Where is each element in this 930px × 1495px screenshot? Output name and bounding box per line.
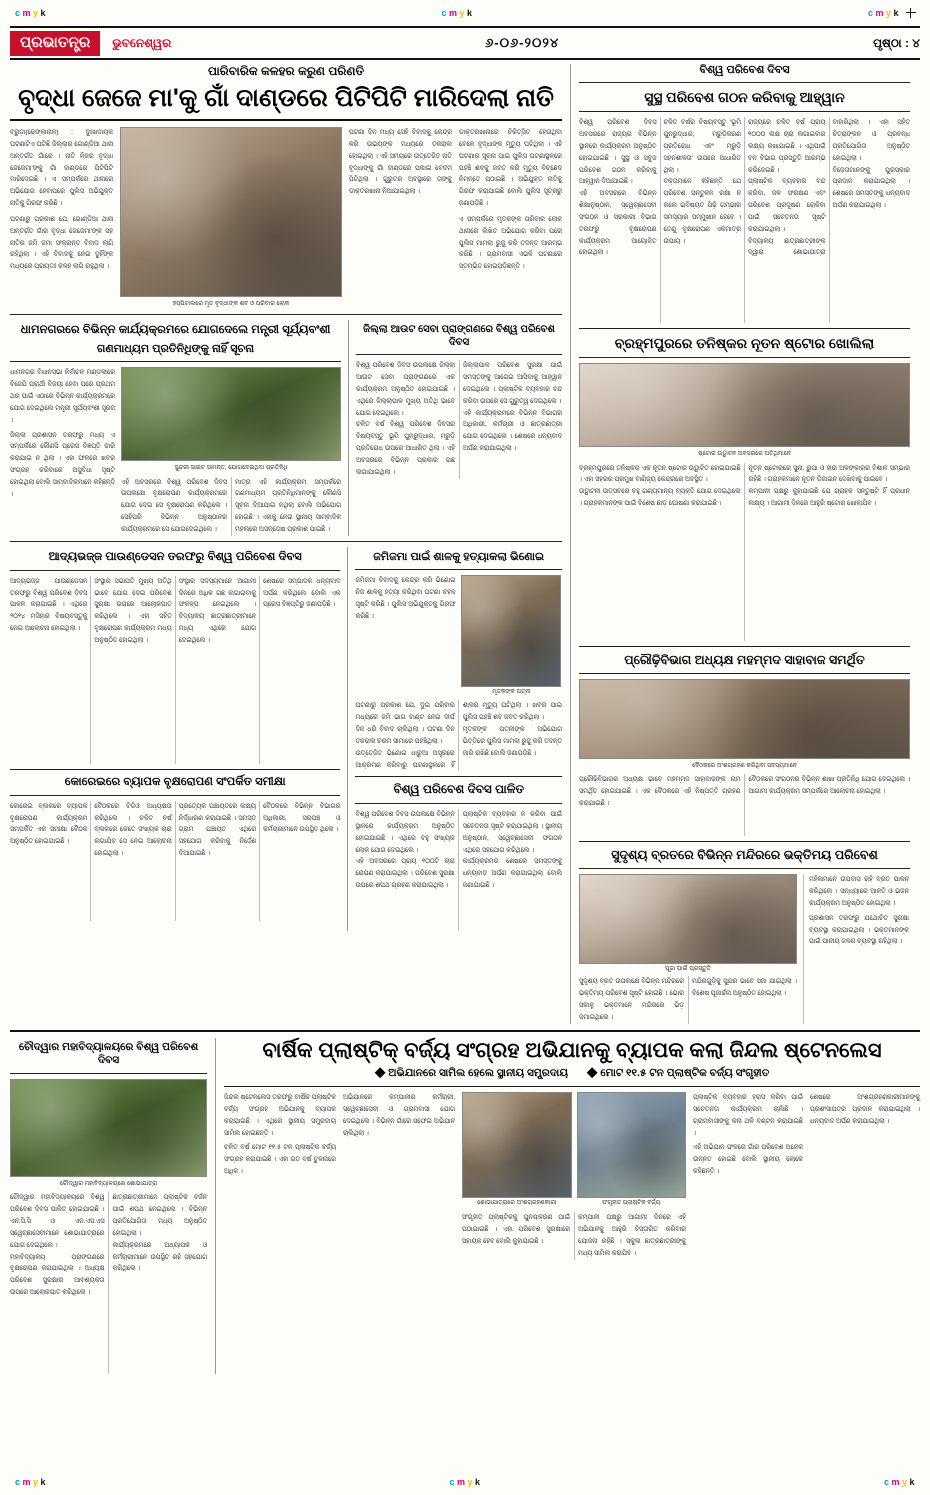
masthead-city: ଭୁବନେଶ୍ୱର (112, 35, 172, 50)
story-text-columns (355, 809, 562, 931)
story-paragraph: ଶେଷରେ ସମ୍ପାଦକ ଧନ୍ୟବାଦ ଅର୍ପଣ କରିଥିଲେ ବୋଲି ଏକ ପ୍ରେସ ବିଜ୍ଞପ୍ତିରୁ ଜଣାପଡ଼ିଛି । (263, 577, 341, 609)
story-headline: ଜିଲ୍ଲା ଆଉଟ ସେବା ପ୍ରାଙ୍ଗଣରେ ବିଶ୍ୱ ପରିବେଶ ଦିବସ (363, 324, 555, 349)
cmyk-letter-y: y (459, 8, 466, 18)
story-photo (10, 1079, 207, 1177)
cmyk-mark-left (14, 8, 47, 18)
story-paragraph: ପ୍ଲାଷ୍ଟିକ ବ୍ୟବହାର ବନ୍ଦ କରିବା, ଜଳ ସଂରକ୍ଷଣ ଏବଂ ପରିବେଶ ପ୍ରଦୂଷଣ ରୋକିବା ପାଇଁ ସଚେତନତା ସୃଷ୍ଟି କରାଯାଇଥିଲା । (748, 178, 826, 233)
story-paragraph: ମୃତକଙ୍କ ପତ୍ନୀଙ୍କ ଅଭିଯୋଗ ଭିତ୍ତିରେ ପୁଲିସ ମାମଲା ରୁଜୁ କରି ତଦନ୍ତ ଜାରି ରଖିଛି ବୋଲି ଜଣାପଡ଼ିଛି । (462, 726, 562, 757)
right-text-columns (579, 117, 910, 323)
story-dhamnagar (10, 320, 341, 536)
lead-col-1 (10, 127, 113, 309)
story-headline: ଆଦ୍ୟଭଜ୍ଜ ପାଉଣ୍ଡେସନ ତରଫରୁ ବିଶ୍ୱ ପରିବେଶ ଦିବସ (48, 550, 302, 563)
story-paragraph: ପ୍ରତ୍ୟେକ ପଞ୍ଚାୟତରେ ଲକ୍ଷ୍ୟ ନିର୍ଦ୍ଧାରଣ କରାଯାଇଛି । ସମସ୍ତ ଗ୍ରାମ ପଞ୍ଚାୟତ ଏଥିରେ ସହଯୋଗ କରିବାକୁ ନିର୍ଦ୍ଦେଶ ଦିଆଯାଇଛି । (178, 802, 257, 858)
divider (10, 541, 562, 542)
lead-paragraph: ବରୁଡ଼ା(ଢେଙ୍କାନାଳ) : ଦୁଃଖଦାୟକ ଘଟଣାଟିଏ ଘଟିଛି ଜିଲ୍ଲାର ଗୋଣ୍ଡିଆ ଥାନା ଅନ୍ତର୍ଗତ ଗାଁରେ । ନାତି ନିଜର ବୃଦ୍ଧା ଜେଜେମା'ଙ୍କୁ ଗାଁ ଦାଣ୍ଡରେ ପିଟିପିଟି ମାରିଦେଇଛି । ଏ ସମ୍ପର୍କରେ ଥାନାରେ ଅଭିଯୋଗ ହେବାପରେ ପୁଲିସ ଅଭିଯୁକ୍ତ ନାତିକୁ ଗିରଫ କରିଛି । (10, 129, 114, 208)
story-paragraph: ଏହି ଅବସରରେ ପ୍ରାୟ ୧୦୦ଟି ଚାରା ରୋପଣ କରାଯାଇଥିଲା । ପରିବେଶ ସୁରକ୍ଷା ଉପରେ ଶପଥ ଗ୍ରହଣ କରାଯାଇଥିଲା । (355, 858, 455, 890)
story-paragraph: ଉଦ୍ଘାଟନୀ ଉତ୍ସବରେ ବହୁ ଗଣ୍ୟମାନ୍ୟ ବ୍ୟକ୍ତି ଯୋଗ ଦେଇଥିଲେ । ଗ୍ରାହକମାନଙ୍କ ପାଇଁ ବିଶେଷ ଛାଡ଼ ଘୋଷଣା କରାଯାଇଛି । (579, 488, 741, 508)
page-content (10, 64, 920, 1469)
story-paragraph: ମନ୍ଦିରଗୁଡ଼ିକୁ ସୁନ୍ଦର ଭାବେ ସଜା ଯାଇଥିଲା । ବିଶେଷ ପୂଜାର୍ଚ୍ଚନା ଅନୁଷ୍ଠିତ ହୋଇଥିଲା । (692, 978, 797, 998)
cmyk-letter-c: c (15, 8, 21, 18)
story-paragraph: ରାଜ୍ୟରେ ଚଳିତ ବର୍ଷ ପ୍ରାୟ ୧୦୦୦ ଲକ୍ଷ ଚାରା ଲଗାଇବାର ଲକ୍ଷ୍ୟ ରଖାଯାଇଛି । ଏଥିପାଇଁ ବନ ବିଭାଗ ପ୍ରସ୍ତୁତି ଆରମ୍ଭ କରିଦେଇଛି । (748, 119, 826, 174)
story-photo (579, 363, 910, 447)
banner-col-2 (343, 1092, 455, 1260)
banner-col-5 (693, 1092, 803, 1260)
cmyk-letter-y: y (901, 1477, 908, 1487)
banner-photo-block (462, 1092, 686, 1260)
cmyk-mark-right (867, 8, 900, 18)
print-marks-top (0, 2, 930, 24)
cmyk-letter-c: c (15, 1477, 21, 1487)
story-paragraph: ଏହି ଅବସରରେ ବିଶ୍ୱ ପରିବେଶ ଦିବସ ଉପଲକ୍ଷେ ବୃକ୍ଷରୋପଣ କାର୍ଯ୍ୟକ୍ରମରେ ଯୋଗ ଦେଇ ସେ ବୃକ୍ଷରୋପଣ କରିଥିଲେ । ସେହିପରି ବିଭିନ୍ନ ଅନୁଷ୍ଠାନର କାର୍ଯ୍ୟକ୍ରମରେ ସେ ଯୋଗଦେଇଥିଲେ । (121, 478, 227, 533)
masthead (10, 26, 920, 60)
left-section (10, 64, 570, 1024)
cmyk-mark-right-group (867, 8, 916, 18)
cmyk-letter-y: y (467, 1477, 474, 1487)
story-paragraph: ଛାତ୍ରଛାତ୍ରୀମାନେ ପ୍ଲାଷ୍ଟିକ ବର୍ଜନ ପାଇଁ ଶପଥ ନେଇଥିଲେ । ବିଭିନ୍ନ ପ୍ରତିଯୋଗିତା ମଧ୍ୟ ଅନୁଷ୍ଠିତ ହୋଇଥିଲା । (112, 1194, 207, 1237)
bottom-section (10, 1038, 920, 1374)
story-paragraph: ସଂଗୃହୀତ ପ୍ଲାଷ୍ଟିକକୁ ପୁନଶ୍ଚକ୍ରଣ ପାଇଁ ପଠାଯାଇଛି । ଏହା ପରିବେଶ ସୁରକ୍ଷାରେ ସହାୟକ ହେବ ବୋଲି କୁହାଯାଇଛି । (462, 1214, 570, 1245)
cmyk-letter-m: m (448, 8, 458, 18)
banner-photos (462, 1092, 686, 1208)
story-photo (461, 575, 561, 687)
story-paragraph: କାର୍ଯ୍ୟକ୍ରମରେ ଅଧ୍ୟାପକ ଓ କର୍ମଚାରୀମାନେ ଉପସ୍ଥିତ ରହି ସହଯୋଗ କରିଥିଲେ । (112, 1241, 207, 1273)
divider (356, 354, 562, 355)
story-body-row (579, 874, 910, 1024)
banner-photo-right-block (577, 1092, 687, 1208)
story-paragraph: ବକ୍ତାମାନେ କହିଛନ୍ତି ଯେ ପରିବେଶ ସନ୍ତୁଳନ ରକ୍ଷା ନ କଲେ ଭବିଷ୍ୟତ ପିଢ଼ି ଗମ୍ଭୀର ସମସ୍ୟାର ସମ୍ମୁଖୀନ ହେବେ । ତେଣୁ ବୃକ୍ଷରୋପଣ ଏକମାତ୍ର ଉପାୟ । (663, 178, 741, 245)
divider (10, 1030, 920, 1032)
story-paragraph: ଏହି ଅବସରରେ ବିଭିନ୍ନ ଶିକ୍ଷାନୁଷ୍ଠାନ, ସ୍ୱେଚ୍ଛାସେବୀ ସଂଗଠନ ଓ ସରକାରୀ ବିଭାଗ ତରଫରୁ ବୃକ୍ଷରୋପଣ କାର୍ଯ୍ୟକ୍ରମ ଆୟୋଜିତ ହୋଇଥିଲା । (579, 190, 657, 257)
masthead-date: ୬-୦୬-୨୦୨୪ (485, 35, 560, 50)
story-paragraph: ସଂସ୍ଥାର ସଭାପତି ମୁଖ୍ୟ ଅତିଥି ଭାବେ ଯୋଗ ଦେଇ ପରିବେଶ ସୁରକ୍ଷା ଉପରେ ଆଲୋକପାତ କରିଥିଲେ । ଏହା ସହିତ ବୃକ୍ଷରୋପଣ କାର୍ଯ୍ୟକ୍ରମ ମଧ୍ୟ ଅନୁଷ୍ଠିତ ହୋଇଥିଲା । (94, 577, 172, 644)
divider (579, 357, 910, 358)
story-photo (579, 679, 910, 759)
story-text-columns (10, 1192, 207, 1374)
story-paragraph: ଶେଷରେ ଅଂଶଗ୍ରହଣକାରୀମାନଙ୍କୁ ପ୍ରଶଂସାପତ୍ର ପ୍ରଦାନ କରାଯାଇଥିଲା । ଧନ୍ୟବାଦ ଅର୍ପଣ କରାଯାଇଥିଲା । (810, 1094, 920, 1125)
divider (224, 1086, 920, 1087)
story-paragraph: ବିଦ୍ୟାଳୟ ଛାତ୍ରଛାତ୍ରୀଙ୍କ ଦ୍ୱାରା ଶୋଭାଯାତ୍ରା ବାହାରିଥିଲା । ଏହା ସହିତ ଚିତ୍ରାଙ୍କନ ଓ ପ୍ରବନ୍ଧ ପ୍ରତିଯୋଗିତା ଅନୁଷ୍ଠିତ ହୋଇଥିଲା । (748, 119, 910, 257)
lead-col-4 (459, 127, 562, 309)
cmyk-letter-k: k (909, 1477, 915, 1487)
story-paragraph: ଉତ୍ତେଜିତ ଭିଣୋଇ ଧାରୁଆ ଅସ୍ତ୍ରରେ ଆକ୍ରମଣ କରିବାରୁ ଘଟଣାସ୍ଥଳରେ ହିଁ ଶାଳର ମୃତ୍ୟୁ ଘଟିଥିଲା । ଖବର ପାଇ ପୁଲିସ ପହଞ୍ଚି ଶବ ଜବତ କରିଥିଲା । (355, 702, 562, 769)
story-paragraph: କମ୍ପାନୀ ପକ୍ଷରୁ କୁହାଯାଇଛି ଯେ ଗ୍ରାହକ ସନ୍ତୁଷ୍ଟି ହିଁ ପ୍ରଧାନ ଲକ୍ଷ୍ୟ । ଆଗାମୀ ଦିନରେ ଆହୁରି ଷ୍ଟୋର ଖୋଲାଯିବ । (748, 488, 910, 508)
story-paragraph: ଜିନ୍ଦଲ ଷ୍ଟେନଲେସ ତରଫରୁ ବାର୍ଷିକ ପ୍ଲାଷ୍ଟିକ ବର୍ଜ୍ୟ ସଂଗ୍ରହ ଅଭିଯାନକୁ ବ୍ୟାପକ କରାଯାଇଛି । ଏଥିରେ ସ୍ଥାନୀୟ ସମ୍ପ୍ରଦାୟ ସାମିଲ ହୋଇଛନ୍ତି । (224, 1094, 336, 1137)
cmyk-mark-right (883, 1477, 916, 1487)
story-headline: ବ୍ରହ୍ମପୁରରେ ତନିଷ୍କର ନୂତନ ଷ୍ଟୋର ଖୋଲିଲା (614, 335, 875, 352)
lead-col-3 (349, 127, 452, 309)
lead-kicker: ପାରିବାରିକ କଳହର କରୁଣ ପରିଣତି (207, 64, 365, 78)
lead-paragraph: ଘଟଣାରୁ ପ୍ରକାଶ ଯେ, ଗୋଣ୍ଡିଆ ଥାନା ଅନ୍ତର୍ଗତ ଗାଁର ବୃଦ୍ଧା ଜେଜେମା'ଙ୍କ ସହ ନାତିର ଜମି ଜମା ସଂକ୍ରାନ୍ତ ବିବାଦ ଲାଗି ରହିଥିଲା । ଏହି ବିବାଦକୁ ନେଇ ଦୁହିଁଙ୍କ ମଧ୍ୟରେ ପ୍ରାୟତଃ କଳହ ଲାଗି ରହୁଥିଲା । (10, 215, 114, 271)
story-text-columns (579, 774, 910, 836)
banner-headline: ବାର୍ଷିକ ପ୍ଲାଷ୍ଟିକ୍ ବର୍ଜ୍ୟ ସଂଗ୍ରହ ଅଭିଯାନକୁ ବ୍ୟାପକ କଲା ଜିନ୍ଦଲ ଷ୍ଟେନଲେସ (262, 1038, 882, 1062)
cmyk-letter-m: m (891, 1477, 900, 1487)
divider (10, 769, 340, 770)
story-paragraph: ଏହି କାର୍ଯ୍ୟକ୍ରମରେ ବିଭିନ୍ନ ବିଭାଗର ଅଧିକାରୀ, କର୍ମଚାରୀ ଓ ଛାତ୍ରଛାତ୍ରୀ ଯୋଗ ଦେଇଥିଲେ । ଶେଷରେ ଧନ୍ୟବାଦ ଅର୍ପଣ କରାଯାଇଥିଲା । (463, 409, 562, 453)
story-paragraph: ବିଜେତାମାନଙ୍କୁ ପୁରସ୍କାର ପ୍ରଦାନ କରାଯାଇଥିଲା । ଶେଷରେ ସମସ୍ତଙ୍କୁ ଧନ୍ୟବାଦ ଅର୍ପଣ କରାଯାଇଥିଲା । (832, 166, 910, 210)
cmyk-letter-k: k (475, 1477, 481, 1487)
mid-stories-row (10, 320, 562, 536)
cmyk-letter-y: y (33, 8, 39, 18)
story-headline: ଜମିଜମା ପାଇଁ ଶାଳକୁ ହତ୍ୟାକଲା ଭିଣୋଇ (373, 550, 545, 563)
banner-photo-left-block (462, 1092, 572, 1208)
story-paragraph: ଚୌଦ୍ୱାର ମହାବିଦ୍ୟାଳୟରେ ବିଶ୍ୱ ପରିବେଶ ଦିବସ ପାଳିତ ହୋଇଯାଇଛି । ଏନ.ସି.ସି ଓ ଏନ.ଏସ.ଏସ ସ୍ୱେଚ୍ଛାସେବୀମାନେ ଶୋଭାଯାତ୍ରାରେ ଯୋଗ ଦେଇଥିଲେ । (10, 1194, 105, 1249)
story-paragraph: ପ୍ଲାଷ୍ଟିକ ବ୍ୟବହାର ନ କରିବା ପାଇଁ ସଚେତନତା ସୃଷ୍ଟି କରାଯାଇଥିଲା । ସ୍ଥାନୀୟ ଅନୁଷ୍ଠାନ, ସ୍ୱେଚ୍ଛାସେବୀ ସଂଗଠନ ଏଥିରେ ସହଯୋଗ କରିଥିଲେ । (462, 810, 562, 854)
divider (355, 776, 562, 777)
story-paragraph: ଘଟଣାରୁ ପ୍ରକାଶ ଯେ, ଦୁଇ ପରିବାର ମଧ୍ୟରେ ଜମି ଭାଗ ବାଣ୍ଟ ନେଇ ଦୀର୍ଘ ଦିନ ଧରି ବିବାଦ ଚାଲିଥିଲା । ଘଟଣା ଦିନ ତକରାଲ ଚରମ ସୀମାରେ ପହଞ୍ଚିଥିଲା । (355, 702, 455, 745)
divider (579, 328, 910, 329)
cmyk-letter-c: c (867, 8, 874, 18)
story-paragraph: ସୁଦୃଶ୍ୟ ବ୍ରତ ଉପଲକ୍ଷେ ବିଭିନ୍ନ ମନ୍ଦିରରେ ଭକ୍ତିମୟ ପରିବେଶ ସୃଷ୍ଟି ହୋଇଛି । ଭୋର ସକାଳୁ ଭକ୍ତମାନେ ମନ୍ଦିରରେ ଭିଡ଼ ଜମାଇଥିଲେ । (579, 978, 684, 1021)
lead-headline: ବୃଦ୍ଧା ଜେଜେ ମା'କୁ ଗାଁ ଦାଣ୍ଡରେ ପିଟିପିଟି ମାରିଦେଲା ନାତି (18, 84, 554, 112)
banner-bullets (224, 1067, 920, 1080)
story-paragraph: ବୈଠକରେ ବିଡିଓ ଅଧ୍ୟକ୍ଷତା କରିଥିଲେ । ଚଳିତ ବର୍ଷ ବ୍ଲକରେ କେତେ ସଂଖ୍ୟକ ଚାରା ଲଗାଯିବ ସେ ନେଇ ଆଲୋଚନା ହୋଇଥିଲା । (94, 802, 172, 858)
story-photo-block (461, 575, 561, 697)
story-paragraph: ବୈଠକରେ ବିଭିନ୍ନ ବିଭାଗର ଅଧିକାରୀ, ସରପଞ୍ଚ ଓ କର୍ମଚାରୀମାନେ ଉପସ୍ଥିତ ଥିଲେ । (263, 802, 341, 834)
story-choudwar (10, 1038, 207, 1374)
story-text-columns (579, 976, 797, 1023)
divider (10, 1073, 207, 1074)
story-body-row (10, 367, 341, 535)
story-body-row (355, 575, 562, 697)
story-jilla (348, 320, 562, 536)
divider (10, 119, 562, 121)
story-photo-caption: ଷ୍ଟୋର ଉଦ୍ଘାଟନ ଅବସରରେ ଅତିଥିମାନେ (698, 451, 791, 458)
story-paragraph: ବିଶ୍ୱ ପରିବେଶ ଦିବସ ଉପଲକ୍ଷେ ଜିଲ୍ଲା ଆଉଟ ସେବା ପ୍ରାଙ୍ଗଣରେ ଏକ କାର୍ଯ୍ୟକ୍ରମ ଅନୁଷ୍ଠିତ ହୋଇଯାଇଛି । ଏଥିରେ ଜିଲ୍ଲାପାଳ ମୁଖ୍ୟ ଅତିଥି ଭାବେ ଯୋଗ ଦେଇଥିଲେ । (356, 362, 455, 417)
cmyk-letter-c: c (883, 1477, 890, 1487)
top-section (10, 64, 920, 1024)
story-photo-caption: ସୁନ୍ଦରୀ ସାଇଟ ସାମନ୍ତ, ଯୋଗଦେଇଥିବା ପ୍ରତିନିଧି (174, 465, 288, 472)
lead-body-row (10, 127, 562, 309)
cmyk-letter-m: m (456, 1477, 466, 1487)
cmyk-mark-left (14, 1477, 47, 1487)
cmyk-letter-c: c (449, 1477, 455, 1487)
story-paragraph: ନୂତନ ଷ୍ଟୋରରେ ସୁନା, ରୁପା ଓ ହୀରା ଅଳଙ୍କାରର ବିଶାଳ ସମ୍ଭାର ରହିଛି । ଗ୍ରାହକମାନେ ନୂତନ ଡିଜାଇନ ଦେଖିବାକୁ ପାଇବେ । (748, 464, 910, 484)
story-paragraph: ପ୍ରୌଢ଼ିବିଭାଗର ଅଧ୍ୟକ୍ଷ ଭାବେ ମହମ୍ମଦ ସାହାବାଜଙ୍କ ନାମ ସମର୍ଥିତ ହୋଇଯାଇଛି । ଏକ ବୈଠକରେ ଏହି ନିଷ୍ପତ୍ତି ଗ୍ରହଣ କରାଯାଇଛି । (579, 776, 741, 807)
story-paragraph: ଧାମନଗର ବିଧାନସଭା ନିର୍ବାଚନ ମଣ୍ଡଳୀରେ ବିଜେପି ପ୍ରାର୍ଥୀ ବିଜୟୀ ହେବା ପରେ ପ୍ରଥମ ଥର ପାଇଁ ଏଠାରେ ବିଭିନ୍ନ କାର୍ଯ୍ୟକ୍ରମରେ ଯୋଗ ଦେଇଥିଲେ ମନ୍ତ୍ରୀ ସୂର୍ଯ୍ୟବଂଶୀ ସୂରଜ । (10, 369, 115, 424)
story-paragraph: ବୈଠକରେ ସଂଗଠନର ବିଭିନ୍ନ ଶାଖା ପ୍ରତିନିଧି ଯୋଗ ଦେଇଥିଲେ । ଆଗାମୀ କାର୍ଯ୍ୟକ୍ରମ ସମ୍ପର୍କରେ ଆଲୋଚନା ହୋଇଥିଲା । (748, 776, 910, 795)
story-paragraph: ମହାବିଦ୍ୟାଳୟ ପ୍ରାଙ୍ଗଣରେ ବୃକ୍ଷରୋପଣ କରାଯାଇଥିଲା । ଅଧ୍ୟକ୍ଷ ପରିବେଶ ସୁରକ୍ଷାର ଆବଶ୍ୟକତା ଉପରେ ଆଲୋକପାତ କରିଥିଲେ । (10, 1253, 105, 1297)
cmyk-mark-center (448, 1477, 481, 1487)
story-paragraph: ଜମିଜମା ବିବାଦକୁ କେନ୍ଦ୍ର କରି ଭିଣୋଇ ନିଜ ଶାଳକୁ ହତ୍ୟା କରିଥିବା ଘଟଣା ଚହଳ ସୃଷ୍ଟି କରିଛି । ପୁଲିସ ଅଭିଯୁକ୍ତକୁ ଗିରଫ କରିଛି । (355, 577, 456, 620)
lead-paragraph: ଘଟଣା ଦିନ ମଧ୍ୟ ସେହି ବିବାଦକୁ କେନ୍ଦ୍ର କରି ଉଭୟଙ୍କ ମଧ୍ୟରେ ତକରାଲ ହୋଇଥିଲା । ଏହି ସମୟରେ ଉତ୍ତେଜିତ ନାତି ବୃଦ୍ଧାଙ୍କୁ ଗାଁ ଦାଣ୍ଡରେ ପକାଇ ବେଦମ ପିଟିଥିଲା । ଗୁରୁତର ଅବସ୍ଥାରେ ତାଙ୍କୁ ଡାକ୍ତରଖାନା ନିଆଯାଇଥିଲା । (348, 129, 452, 196)
divider (579, 111, 910, 112)
cmyk-letter-y: y (885, 8, 892, 18)
banner-bullet: ◆ ଅଭିଯାନରେ ସାମିଲ ହେଲେ ସ୍ଥାନୀୟ ସମ୍ପ୍ରଦାୟ (374, 1067, 568, 1079)
banner-bullet: ◆ ମୋଟ ୧୧.୫ ଟନ ପ୍ଲାଷ୍ଟିକ ବର୍ଜ୍ୟ ସଂଗୃହୀତ (586, 1067, 770, 1079)
banner-photo-left (462, 1092, 572, 1198)
story-paragraph: ବ୍ରହ୍ମପୁରରେ ତନିଷ୍କର ଏକ ନୂତନ ଷ୍ଟୋର ଉଦ୍ଘାଟିତ ହୋଇଯାଇଛି । ଏହା ସହରର ପ୍ରମୁଖ ବାଣିଜ୍ୟ କେନ୍ଦ୍ରରେ ଅବସ୍ଥିତ । (579, 464, 741, 484)
lead-paragraph: ଡାକ୍ତରଖାନାରେ ଚିକିତ୍ସିତ ହେଉଥିବା ବେଳେ ବୃଦ୍ଧାଙ୍କ ମୃତ୍ୟୁ ଘଟିଥିଲା । ଏହି ଘଟଣାର ସୂଚନା ପାଇ ପୁଲିସ ଘଟଣାସ୍ଥଳରେ ପହଞ୍ଚି ଶବକୁ ଜବତ କରି ମୃତ୍ୟୁ ବିଚ୍ଛେଦ ନିମନ୍ତେ ପଠାଇଛି । ଅଭିଯୁକ୍ତ ନାତିକୁ ଗିରଫ କରାଯାଇଛି ବୋଲି ପୁଲିସ ସୂତ୍ରରୁ ଜଣାପଡ଼ିଛି । (458, 129, 563, 208)
story-photo (121, 367, 341, 461)
banner-photo-caption-right: ସଂଗୃହୀତ ପ୍ଲାଷ୍ଟିକ ବର୍ଜ୍ୟ (601, 1200, 661, 1206)
story-headline: ବିଶ୍ୱ ପରିବେଶ ଦିବସ ପାଳିତ (393, 782, 525, 797)
story-paragraph: ଅଭିଯାନରେ କମ୍ପାନୀର କର୍ମଚାରୀ, ସ୍ୱେଚ୍ଛାସେବୀ ଓ ଗ୍ରାମବାସୀ ଯୋଗ ଦେଇଥିଲେ । ବିଭିନ୍ନ ଗାଁରେ ସଫେଇ ଅଭିଯାନ ଚାଲିଥିଲା । (343, 1094, 455, 1137)
banner-photo-right (577, 1092, 687, 1198)
story-photo-block (121, 367, 341, 535)
cmyk-mark-center (440, 8, 473, 18)
story-paragraph: ବିଶ୍ୱ ପରିବେଶ ଦିବସ ଅବସରରେ ରାଜ୍ୟର ବିଭିନ୍ନ ସ୍ଥାନରେ କାର୍ଯ୍ୟକ୍ରମ ଅନୁଷ୍ଠିତ ହୋଇଯାଇଛି । ସୁସ୍ଥ ଓ ସବୁଜ ପରିବେଶ ଗଠନ କରିବାକୁ ଆହ୍ୱାନ ଦିଆଯାଇଛି । (579, 119, 657, 186)
story-subheadline: ଗଣମାଧ୍ୟମ ପ୍ରତିନିଧିଙ୍କୁ ନାହିଁ ସୂଚନା (96, 343, 255, 356)
lower-left-col (10, 547, 340, 931)
divider (579, 646, 910, 647)
story-paragraph: ଆଦ୍ୟଭଜ୍ଜ ପାଉଣ୍ଡେସନ ତରଫରୁ ବିଶ୍ୱ ପରିବେଶ ଦିବସ ପାଳନ କରାଯାଇଛି । ଏଥିରେ ୨୦୨୪ ମସିହାର ବିଷୟବସ୍ତୁକୁ ନେଇ ଆଲୋଚନା ହୋଇଥିଲା । (10, 577, 88, 633)
cmyk-letter-k: k (893, 8, 899, 18)
cmyk-letter-k: k (40, 8, 47, 18)
story-paragraph: ସଂସ୍ଥାର ସଦସ୍ୟମାନେ ଆଗାମୀ ଦିନରେ ଅଧିକ ଗଛ ଲଗାଇବାକୁ ସଂକଳ୍ପ ନେଇଥିଲେ । ବିଦ୍ୟାଳୟ ଛାତ୍ରଛାତ୍ରୀମାନେ ମଧ୍ୟ ଏଥିରେ ଯୋଗ ଦେଇଥିଲେ । (178, 577, 257, 644)
cmyk-letter-y: y (33, 1477, 39, 1487)
story-paragraph: ପ୍ଲାଷ୍ଟିକ ବ୍ୟବହାର ହ୍ରାସ କରିବା ପାଇଁ ସଚେତନତା କାର୍ଯ୍ୟକ୍ରମ ଚାଲିଛି । ଗ୍ରାମବାସୀଙ୍କୁ କନା ଥଳି ବଣ୍ଟନ କରାଯାଇଛି । (693, 1094, 803, 1137)
banner-text-columns (462, 1212, 686, 1259)
divider (10, 795, 340, 796)
lead-paragraph: ଏ ସମ୍ପର୍କରେ ମୃତକଙ୍କ ପରିବାର ଲୋକ ଥାନାରେ ଲିଖିତ ଅଭିଯୋଗ କରିବା ପରେ ପୁଲିସ ମାମଲା ରୁଜୁ କରି ତଦନ୍ତ ଆରମ୍ଭ କରିଛି । ଗ୍ରାମବାସୀ ଏଭଳି ଘଟଣାରେ ସ୍ତମ୍ଭିତ ହୋଇପଡ଼ିଛନ୍ତି । (458, 215, 563, 271)
story-text-columns (356, 360, 562, 478)
print-marks-bottom (0, 1471, 930, 1493)
story-headline: ସୁଦୃଶ୍ୟ ବ୍ରତରେ ବିଭିନ୍ନ ମନ୍ଦିରରେ ଭକ୍ତିମୟ ପରିବେଶ (611, 848, 878, 862)
story-col-1 (10, 367, 115, 535)
story-text-columns (579, 463, 910, 641)
story-paragraph: କାର୍ଯ୍ୟକ୍ରମର ଶେଷରେ ସମସ୍ତଙ୍କୁ ଧନ୍ୟବାଦ ଅର୍ପଣ କରାଯାଇଥିଲା ବୋଲି ଜଣାଯାଇଛି । (462, 858, 562, 890)
story-headline: ଚୌଦ୍ୱାର ମହାବିଦ୍ୟାଳୟରେ ବିଶ୍ୱ ପରିବେଶ ଦିବସ (18, 1040, 199, 1067)
story-paragraph: ଚଳିତ ବର୍ଷର ବିଷୟବସ୍ତୁ 'ଭୂମି ପୁନରୁଦ୍ଧାର, ମରୁଡ଼ିକରଣ ପ୍ରତିରୋଧ ଏବଂ ମରୁଡ଼ି ସହନଶୀଳତା' ଉପରେ ଆଧାରିତ ଥିଲା । (663, 119, 741, 174)
right-headline: ସୁସ୍ଥ ପରିବେଶ ଗଠନ କରିବାକୁ ଆହ୍ୱାନ (644, 89, 845, 105)
story-col-side (803, 874, 909, 1024)
lower-left-col-2 (347, 547, 562, 931)
story-text-columns (10, 801, 340, 921)
divider (10, 314, 562, 315)
story-headline: ଧାମନଗରରେ ବିଭିନ୍ନ କାର୍ଯ୍ୟକ୍ରମରେ ଯୋଗଦେଲେ ମନ୍ତ୍ରୀ ସୂର୍ଯ୍ୟବଂଶୀ (20, 324, 331, 337)
story-headline: କୋରେଇରେ ବ୍ୟାପକ ବୃକ୍ଷରୋପଣ ସଂପର୍କିତ ସମୀକ୍ଷା (64, 775, 286, 788)
banner-photo-caption-left: ଶୋଭାଯାତ୍ରାରେ ଅଂଶଗ୍ରହଣକାରୀ (477, 1200, 557, 1206)
banner-col-6 (810, 1092, 920, 1260)
cmyk-letter-c: c (441, 8, 447, 18)
newspaper-logo: ପ୍ରଭାତନ୍ତ୍ର (10, 31, 100, 56)
story-text-columns (355, 700, 562, 771)
story-paragraph: କୋରେଇ ବ୍ଲକରେ ବ୍ୟାପକ ବୃକ୍ଷରୋପଣ କାର୍ଯ୍ୟକ୍ରମ ସମ୍ପର୍କିତ ଏକ ସମୀକ୍ଷା ବୈଠକ ଅନୁଷ୍ଠିତ ହୋଇଯାଇଛି । (10, 802, 88, 846)
cmyk-letter-k: k (40, 1477, 47, 1487)
story-photo-caption: ବୈଠକରେ ଅଂଶଗ୍ରହଣ କରିଥିବା ସଦସ୍ୟମାନେ (692, 762, 797, 769)
lead-photo-caption: ହସ୍ପିଟାଲରେ ମୃତ ବୃଦ୍ଧାଙ୍କ ଶବ ଓ ପରିବାର ଲୋକ (172, 301, 290, 307)
story-photo (579, 874, 797, 964)
story-paragraph: ଚଳିତ ବର୍ଷ ମୋଟ ୧୧.୫ ଟନ ପ୍ଲାଷ୍ଟିକ ବର୍ଜ୍ୟ ସଂଗ୍ରହ କରାଯାଇଛି । ଏହା ଗତ ବର୍ଷ ତୁଳନାରେ ଅଧିକ । (224, 1144, 336, 1176)
divider (579, 673, 910, 674)
story-paragraph: ପ୍ରଶାସନ ତରଫରୁ ଯଥୋଚିତ ସୁରକ୍ଷା ବ୍ୟବସ୍ଥା କରାଯାଇଥିଲା । ଭକ୍ତମାନଙ୍କ ପାଇଁ ପାନୀୟ ଜଳର ବ୍ୟବସ୍ଥା ରହିଥିଲା । (809, 914, 909, 946)
story-photo-caption: ଚୌଦ୍ୱାର ମହାବିଦ୍ୟାଳୟରେ ଶୋଭାଯାତ୍ରା (59, 1181, 158, 1188)
right-kicker: ବିଶ୍ୱ ପରିବେଶ ଦିବସ (699, 64, 790, 76)
story-text-columns (10, 576, 340, 764)
story-photo-caption: ପୂଜା ପାଇଁ ପ୍ରସ୍ତୁତି (665, 966, 711, 973)
divider (579, 82, 910, 83)
story-photo-caption: ମୃତକଙ୍କ ପତ୍ନୀ (492, 689, 531, 696)
story-text-columns (121, 477, 341, 536)
story-col-1 (355, 575, 455, 697)
divider (355, 803, 562, 804)
lead-photo (120, 127, 342, 297)
story-paragraph: ମାତ୍ର ଏହି କାର୍ଯ୍ୟକ୍ରମ ସମ୍ପର୍କରେ ଗଣମାଧ୍ୟମ ପ୍ରତିନିଧିମାନଙ୍କୁ କୌଣସି ସୂଚନା ଦିଆଯାଇ ନଥିଲା ବୋଲି ଅଭିଯୋଗ ହୋଇଛି । ଏହାକୁ ନେଇ ସ୍ଥାନୀୟ ସାମ୍ବାଦିକ ମହଲରେ ଅସନ୍ତୋଷ ପ୍ରକାଶ ପାଇଛି । (235, 478, 341, 533)
story-paragraph: ଏହି ଅଭିଯାନ ଫଳରେ ଗାଁର ପରିବେଶ ଅନେକ ଉନ୍ନତ ହୋଇଛି ବୋଲି ସ୍ଥାନୀୟ ଲୋକେ କହିଛନ୍ତି । (693, 1144, 803, 1176)
story-paragraph: କମ୍ପାନୀ ପକ୍ଷରୁ ଆଗାମୀ ଦିନରେ ଏହି ଅଭିଯାନକୁ ଆହୁରି ବିସ୍ତାରିତ କରିବାର ଯୋଜନା ରହିଛି । ସ୍କୁଲ ଛାତ୍ରଛାତ୍ରୀଙ୍କୁ ମଧ୍ୟ ସାମିଲ କରାଯିବ । (578, 1214, 686, 1257)
bottom-banner (215, 1038, 920, 1374)
story-paragraph: ଜିଲ୍ଲାପାଳ ପରିବେଶ ସୁରକ୍ଷା ପାଇଁ ସମସ୍ତଙ୍କୁ ଆଗେଇ ଆସିବାକୁ ଆହ୍ୱାନ ଦେଇଥିଲେ । ପ୍ଲାଷ୍ଟିକ ବ୍ୟବହାର ବନ୍ଦ କରିବା ଉପରେ ସେ ଗୁରୁତ୍ୱ ଦେଇଥିଲେ । (463, 362, 562, 405)
cmyk-letter-k: k (467, 8, 473, 18)
divider (579, 868, 910, 869)
divider (10, 570, 340, 571)
lower-left-row (10, 547, 562, 931)
cmyk-letter-m: m (22, 1477, 32, 1487)
story-paragraph: ଚଳିତ ବର୍ଷ ବିଶ୍ୱ ପରିବେଶ ଦିବସର ବିଷୟବସ୍ତୁ ଭୂମି ପୁନରୁଦ୍ଧାର, ମରୁଡ଼ି ପ୍ରତିରୋଧ ଉପରେ ଆଧାରିତ ଥିଲା । ଏହି ଅବସରରେ ବିଭିନ୍ନ ପ୍ରକାର ଗଛ ଲଗାଯାଇଥିଲା । (356, 421, 455, 476)
cmyk-letter-m: m (22, 8, 32, 18)
registration-mark-icon (906, 8, 916, 18)
banner-body-row (224, 1092, 920, 1260)
right-section (570, 64, 910, 1024)
story-paragraph: ବିଶ୍ୱ ପରିବେଶ ଦିବସ ଉପଲକ୍ଷେ ବିଭିନ୍ନ ସ୍ଥାନରେ କାର୍ଯ୍ୟକ୍ରମ ଅନୁଷ୍ଠିତ ହୋଇଯାଇଛି । ଏଥିରେ ବହୁ ସଂଖ୍ୟକ ଲୋକ ଯୋଗ ଦେଇଥିଲେ । (355, 810, 455, 854)
divider (10, 361, 341, 362)
story-paragraph: ଜିଲ୍ଲା ପ୍ରଶାସନ ତରଫରୁ ମଧ୍ୟ ଏ ସମ୍ପର୍କରେ କୌଣସି ପ୍ରେସ ବିଜ୍ଞପ୍ତି ଜାରି କରାଯାଇ ନ ଥିଲା । ଏହା ଫଳରେ ଖବର ସଂଗ୍ରହ କରିବାରେ ଅସୁବିଧା ସୃଷ୍ଟି ହୋଇଥିଲା ବୋଲି ସାମ୍ବାଦିକମାନେ କହିଛନ୍ତି । (10, 431, 115, 498)
story-paragraph: ମହିଳାମାନେ ଉପବାସ ରହି ବ୍ରତ ପାଳନ କରିଥିଲେ । ସନ୍ଧ୍ୟାରେ ଆଳତି ଓ ଭଜନ କାର୍ଯ୍ୟକ୍ରମ ଅନୁଷ୍ଠିତ ହୋଇଥିଲା । (809, 876, 909, 907)
divider (579, 841, 910, 842)
cmyk-letter-m: m (875, 8, 884, 18)
story-photo-block (579, 874, 797, 1024)
lead-photo-block (120, 127, 342, 309)
divider (355, 569, 562, 570)
banner-col-1 (224, 1092, 336, 1260)
story-headline: ପ୍ରୌଢ଼ିବିଭାଗ ଅଧ୍ୟକ୍ଷ ମହମ୍ମଦ ସାହାବାଜ ସମର୍ଥିତ (624, 652, 865, 667)
masthead-page-number: ପୃଷ୍ଠା : ୪ (873, 35, 920, 50)
